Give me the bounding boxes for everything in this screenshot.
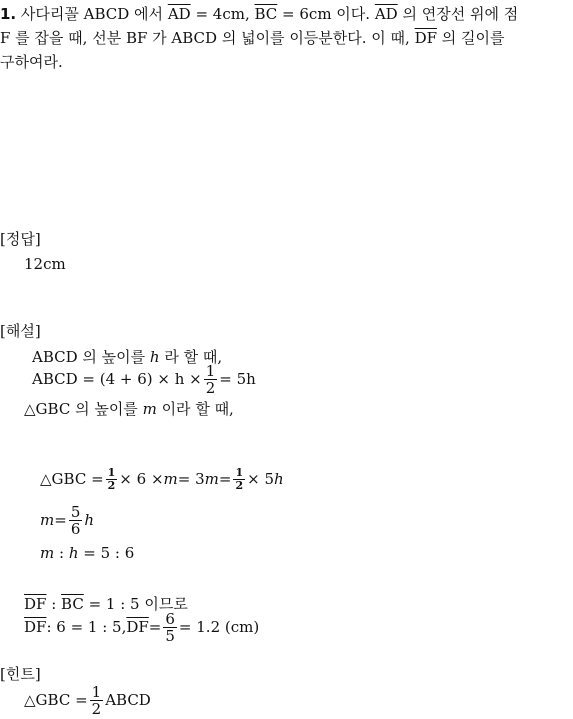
text-segment: = 1.2 (cm) xyxy=(178,618,260,636)
problem-text-segment: = 6cm 이다. xyxy=(277,5,375,23)
var-m: m xyxy=(142,400,157,418)
equation-m-value xyxy=(40,502,94,538)
text-segment: △GBC = xyxy=(24,691,88,709)
fraction-one-half xyxy=(106,467,118,492)
solution-line-2 xyxy=(32,361,256,397)
segment-df: $\overline{DF}$ xyxy=(24,595,47,613)
var-m: m xyxy=(40,511,55,529)
solution-line-3 xyxy=(24,398,234,419)
var-m: m xyxy=(204,470,219,488)
fraction-numerator: 1 xyxy=(235,465,244,479)
var-m: m xyxy=(40,544,55,562)
fraction-denominator: 2 xyxy=(205,378,216,397)
text-segment: : xyxy=(54,544,69,562)
text-segment: × 5 xyxy=(247,470,274,488)
text-segment: 이라 할 때, xyxy=(156,400,234,418)
text-segment: ABCD xyxy=(105,691,151,709)
fraction-numerator: 1 xyxy=(91,682,102,701)
segment-ad: $\overline{AD}$ xyxy=(167,5,191,23)
fraction-one-half xyxy=(233,467,245,492)
problem-line-3: 구하여라. xyxy=(0,53,63,71)
segment-bc: $\overline{BC}$ xyxy=(254,5,278,23)
hint-equation xyxy=(24,682,151,718)
hint-heading: [힌트] xyxy=(0,665,41,683)
text-segment: = 3 xyxy=(177,470,205,488)
var-h: h xyxy=(84,511,95,529)
text-segment: = xyxy=(148,618,162,636)
fraction-one-half xyxy=(90,684,104,717)
ratio-line-2 xyxy=(24,609,259,645)
solution-heading: [해설] xyxy=(0,322,41,340)
fraction-denominator: 6 xyxy=(70,519,81,538)
problem-text xyxy=(0,2,573,74)
fraction-five-sixths xyxy=(69,504,83,537)
segment-ad: $\overline{AD}$ xyxy=(374,5,398,23)
equation-gbc-area xyxy=(40,463,284,495)
text-segment: = 5 : 6 xyxy=(78,544,135,562)
var-h: h xyxy=(149,348,160,366)
var-h: h xyxy=(274,470,284,488)
fraction-numerator: 1 xyxy=(205,361,216,380)
answer-value: 12cm xyxy=(24,255,66,273)
text-segment: = xyxy=(54,511,67,529)
segment-df: $\overline{DF}$ xyxy=(24,618,47,636)
text-segment: : 6 = 1 : 5, xyxy=(46,618,127,636)
fraction-denominator: 2 xyxy=(107,478,116,492)
fraction-denominator: 2 xyxy=(235,478,244,492)
text-segment: 라 할 때, xyxy=(159,348,223,366)
fraction-one-half xyxy=(204,363,218,396)
fraction-numerator: 6 xyxy=(165,609,175,628)
fraction-numerator: 1 xyxy=(107,465,116,479)
question-number: 1. xyxy=(0,5,17,23)
fraction-six-fifths xyxy=(163,611,177,644)
answer-heading: [정답] xyxy=(0,230,41,248)
segment-df: $\overline{DF}$ xyxy=(414,29,438,47)
text-segment: △GBC = xyxy=(40,470,104,488)
text-segment: = 5h xyxy=(219,370,256,388)
segment-df: $\overline{DF}$ xyxy=(126,618,149,636)
text-segment: = xyxy=(218,470,232,488)
text-segment: = 1 : 5 이므로 xyxy=(83,595,188,613)
text-segment: △GBC 의 높이를 xyxy=(24,400,143,418)
text-segment: × 6 × xyxy=(119,470,164,488)
fraction-denominator: 2 xyxy=(91,699,102,718)
problem-text-segment: 사다리꼴 ABCD 에서 xyxy=(20,5,168,23)
text-segment: ABCD = (4 + 6) × h × xyxy=(32,370,202,388)
problem-text-segment: 의 길이를 xyxy=(437,29,505,47)
equation-ratio-m-h xyxy=(40,544,134,562)
fraction-denominator: 5 xyxy=(165,626,175,645)
problem-line-1 xyxy=(0,2,573,26)
segment-bc: $\overline{BC}$ xyxy=(61,595,84,613)
problem-line-2 xyxy=(0,26,573,50)
text-segment: ABCD 의 높이를 xyxy=(32,348,150,366)
var-m: m xyxy=(163,470,178,488)
var-h: h xyxy=(68,544,79,562)
text-segment: : xyxy=(46,595,62,613)
problem-text-segment: = 4cm, xyxy=(190,5,255,23)
problem-text-segment: 의 연장선 위에 점 xyxy=(397,5,519,23)
fraction-numerator: 5 xyxy=(70,502,81,521)
problem-text-segment: F 를 잡을 때, 선분 BF 가 ABCD 의 넓이를 이등분한다. 이 때, xyxy=(0,29,415,47)
